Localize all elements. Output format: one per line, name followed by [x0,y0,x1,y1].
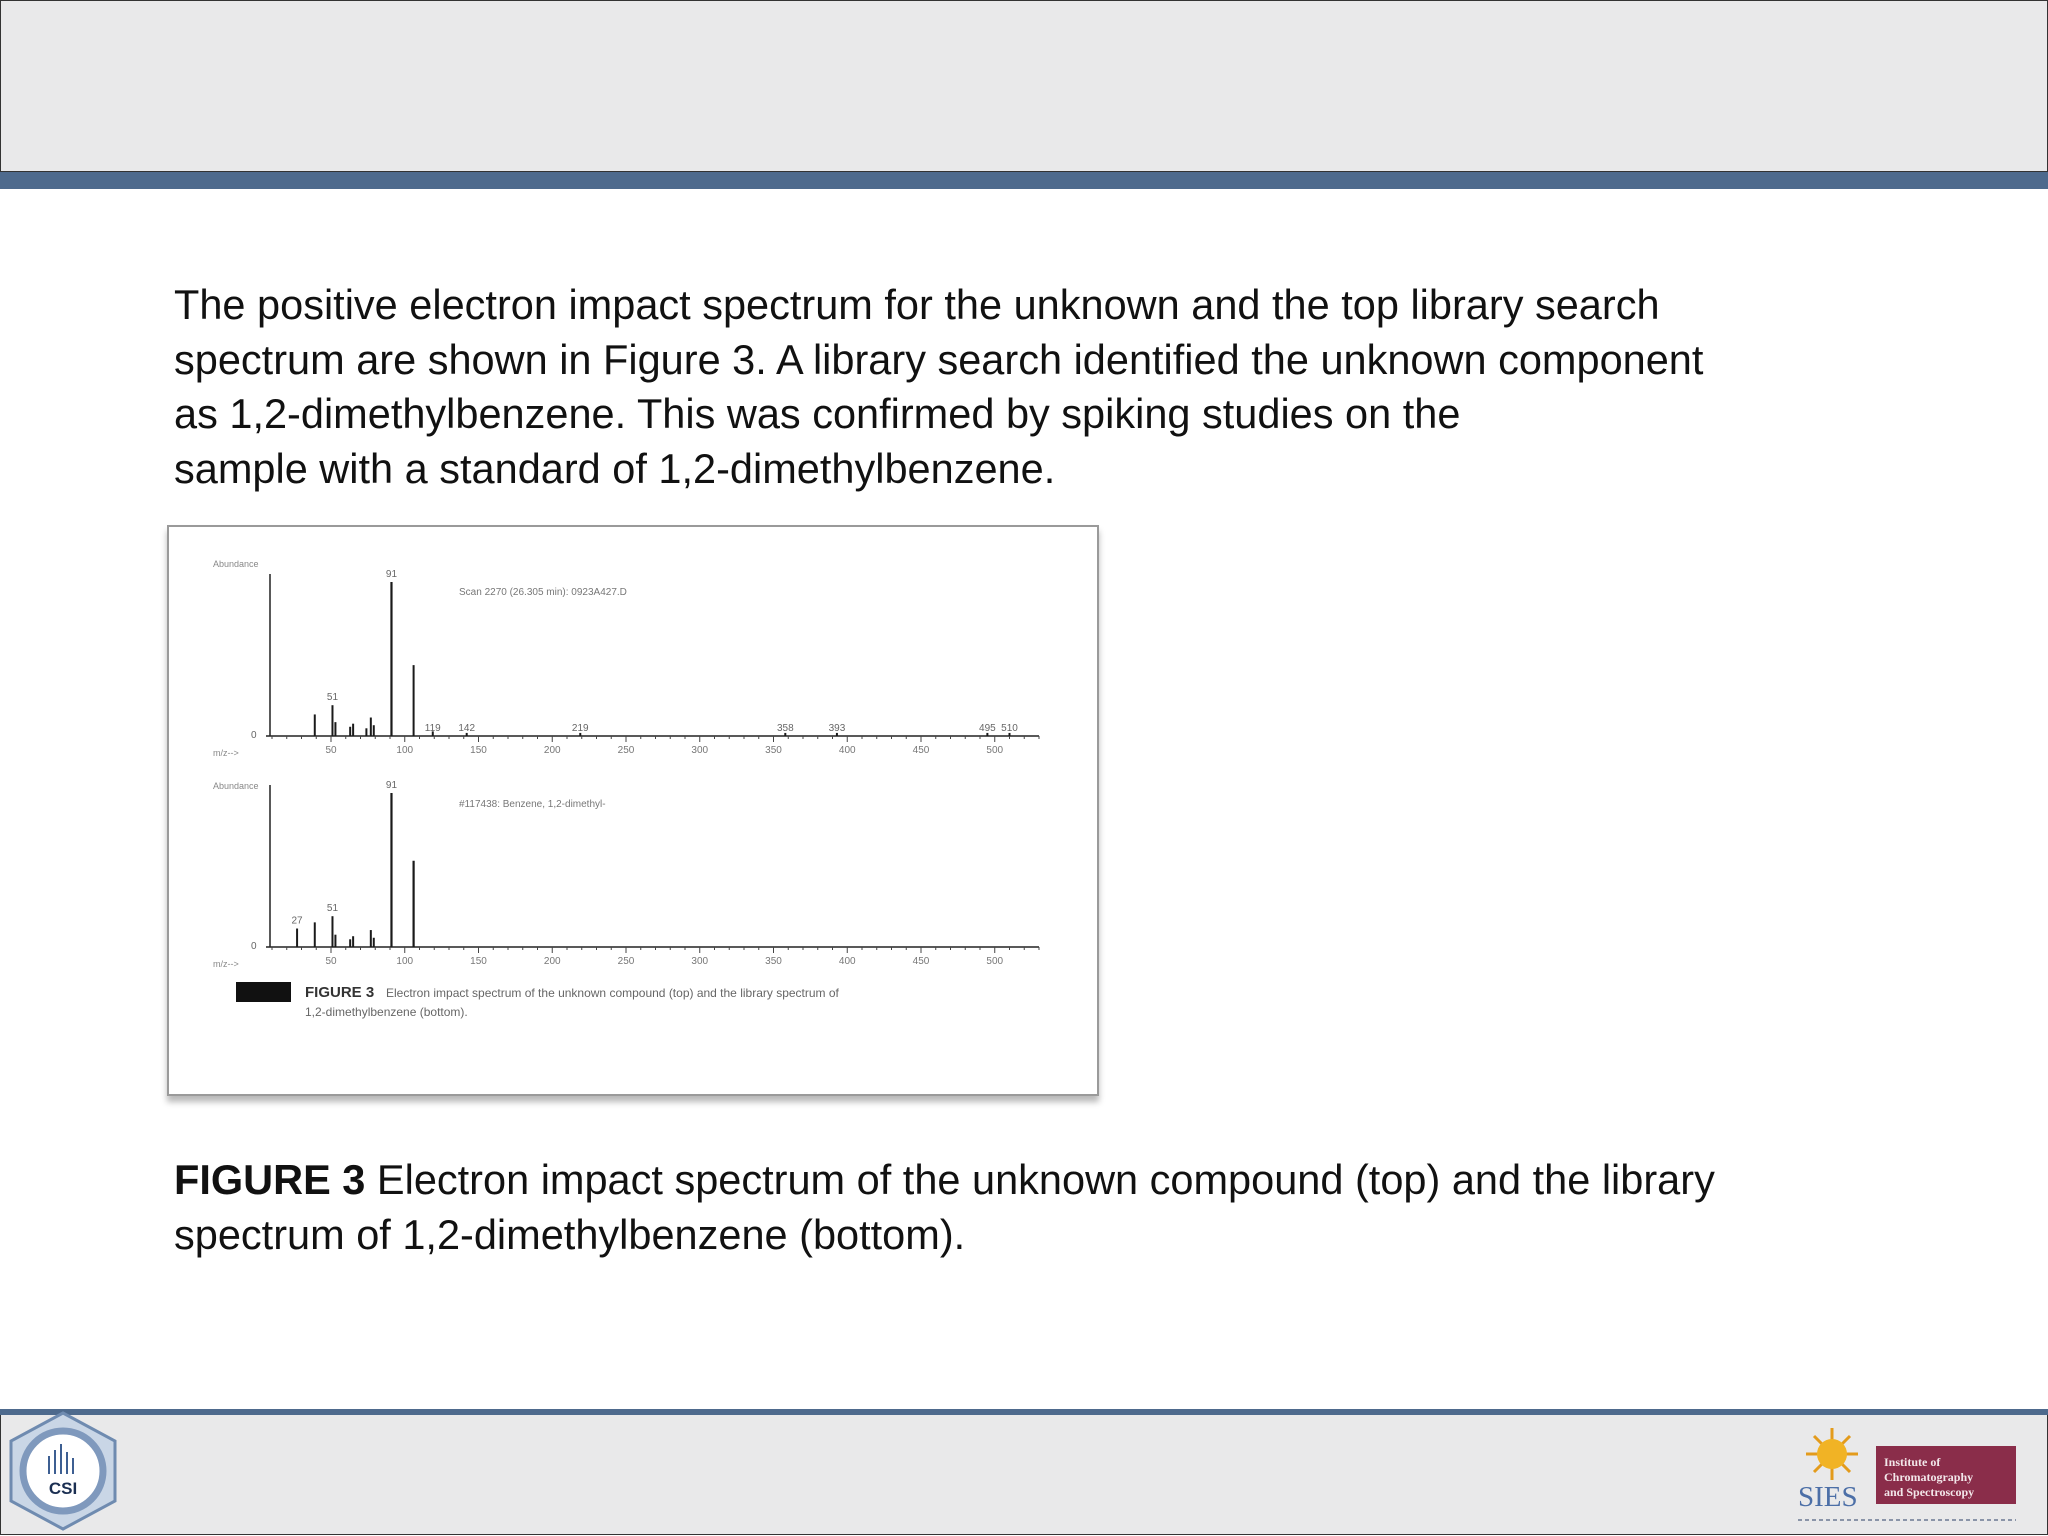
caption-text: Electron impact spectrum of the unknown compound (top) and the library [365,1156,1715,1203]
peak-label: 358 [776,723,794,734]
peak-label: 495 [979,723,996,734]
inner-caption-label: FIGURE 3 [305,984,375,1001]
svg-text:and Spectroscopy: and Spectroscopy [1884,1485,1975,1499]
footer-banner [0,1415,2048,1535]
x-tick-label: 200 [543,745,561,756]
caption-label: FIGURE 3 [174,1156,366,1203]
svg-text:CSI: CSI [48,1479,78,1498]
x-tick-label: 50 [325,956,337,967]
x-tick-label: 50 [325,745,337,756]
zero-label: 0 [251,730,257,741]
figure-caption [174,1152,1894,1262]
peak-label: 510 [1001,723,1018,734]
spectrum-panel-bottom [213,780,1039,969]
x-tick-label: 500 [986,956,1004,967]
x-tick-label: 250 [617,745,635,756]
figure-image [167,525,1099,1096]
x-tick-label: 150 [470,956,487,967]
x-tick-label: 150 [470,745,487,756]
peak-label: 51 [326,903,339,915]
intro-line: spectrum are shown in Figure 3. A library search identified the unknown component [174,335,1704,383]
x-tick-label: 400 [838,956,856,967]
x-tick-label: 300 [691,956,709,967]
x-tick-label: 450 [912,956,930,967]
x-tick-label: 450 [912,745,930,756]
y-axis-label: Abundance [213,559,259,569]
spectrum-panel-top [213,559,1039,758]
spectrum-header: Scan 2270 (26.305 min): 0923A427.D [459,587,627,598]
header-banner [0,0,2048,172]
spectrum-header: #117438: Benzene, 1,2-dimethyl- [459,799,606,810]
x-tick-label: 350 [765,956,782,967]
x-axis-label: m/z--> [213,748,239,758]
intro-line: sample with a standard of 1,2-dimethylbenzene. [174,444,1056,492]
svg-text:SIES: SIES [1798,1481,1858,1513]
x-tick-label: 100 [396,956,414,967]
x-tick-label: 300 [691,745,709,756]
caption-line [174,1152,1894,1207]
zero-label: 0 [251,941,257,952]
inner-caption-text: Electron impact spectrum of the unknown compound (top) and the library spectrum of [386,986,839,1000]
x-tick-label: 250 [617,956,635,967]
intro-line: The positive electron impact spectrum for the unknown and the top library search [174,281,1660,328]
peak-label: 142 [458,723,476,734]
spectrum-figure [169,527,1097,1094]
peak-label: 119 [424,723,441,734]
peak-label: 393 [828,723,846,734]
sies-logo [1794,1418,2022,1534]
peak-label: 27 [291,915,303,927]
intro-line: as 1,2-dimethylbenzene. This was confirmed by spiking studies on the [174,390,1461,437]
header-divider [0,172,2048,189]
intro-paragraph [174,278,1894,496]
x-axis-label: m/z--> [213,959,239,969]
peak-label: 219 [571,723,589,734]
peak-label: 91 [385,780,398,791]
x-tick-label: 400 [838,745,856,756]
x-tick-label: 350 [765,745,782,756]
peak-label: 51 [326,692,339,704]
y-axis-label: Abundance [213,781,259,791]
caption-line: spectrum of 1,2-dimethylbenzene (bottom). [174,1211,966,1258]
legend-swatch [236,982,291,1002]
x-tick-label: 500 [986,745,1004,756]
svg-text:Institute of: Institute of [1884,1455,1941,1469]
csi-logo [2,1410,124,1532]
inner-caption-text: 1,2-dimethylbenzene (bottom). [305,1005,468,1019]
svg-text:Chromatography: Chromatography [1884,1470,1974,1484]
x-tick-label: 200 [543,956,561,967]
x-tick-label: 100 [396,745,414,756]
peak-label: 91 [385,569,398,580]
